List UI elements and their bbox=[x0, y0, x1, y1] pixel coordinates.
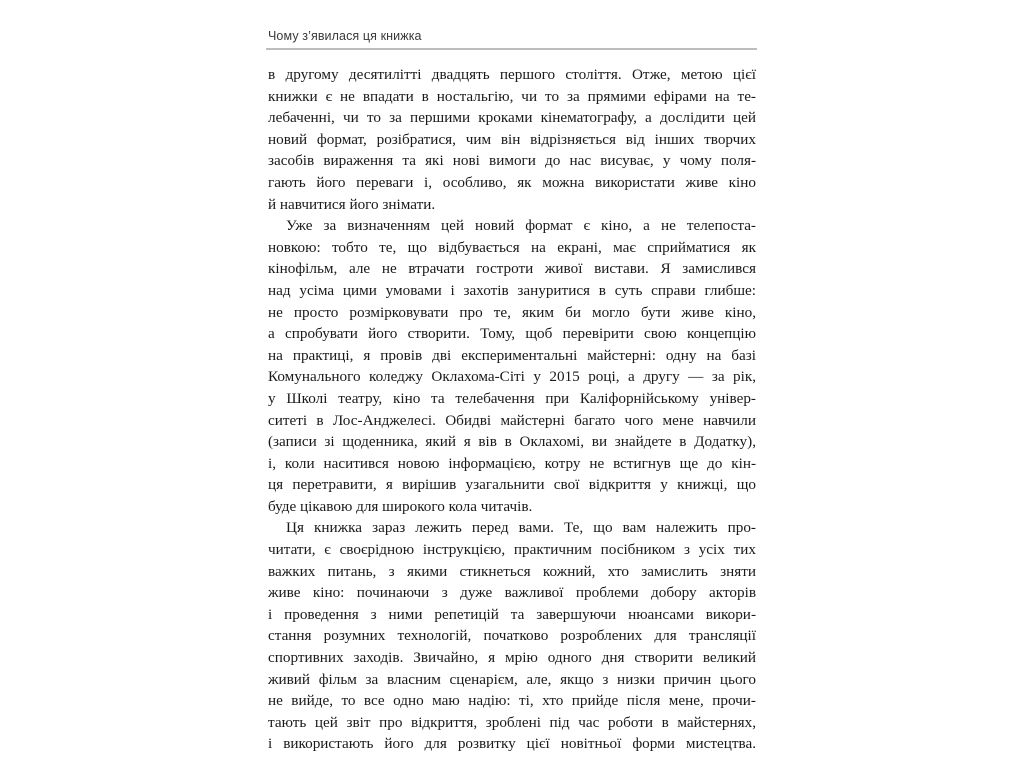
paragraph bbox=[268, 64, 756, 215]
text-line: ситеті в Лос-Анджелесі. Обидві майстерні багато чого мене навчили bbox=[268, 411, 756, 429]
text-line: (записи зі щоденника, який я вів в Оклахомі, ви знайдете в Додатку), bbox=[268, 433, 756, 451]
text-line: й навчитися його знімати. bbox=[268, 195, 436, 213]
text-line: засобів вираження та які нові вимоги до нас висуває, у чому поля- bbox=[268, 152, 756, 170]
text-line: Комунального коледжу Оклахома-Сіті у 2015 році, а другу — за рік, bbox=[268, 368, 756, 386]
text-line: не просто розмірковувати про те, яким би могло бути живе кіно, bbox=[268, 303, 756, 321]
text-line: живий фільм за власним сценарієм, але, якщо з низки причин цього bbox=[268, 670, 756, 688]
text-line: і проведення з ними репетицій та завершуючи нюансами викори- bbox=[268, 605, 756, 623]
text-line: лебаченні, чи то за першими кроками кінематографу, а дослідити цей bbox=[268, 109, 756, 127]
text-line: спортивних заходів. Звичайно, я мрію одного дня створити великий bbox=[268, 649, 756, 667]
text-line: Ця книжка зараз лежить перед вами. Те, що вам належить про- bbox=[286, 519, 756, 537]
text-line: не вийде, то все одно маю надію: ті, хто прийде після мене, прочи- bbox=[268, 692, 756, 710]
text-line: на практиці, я провів дві експериментальні майстерні: одну на базі bbox=[268, 346, 756, 364]
text-line: і використають його для розвитку цієї новітньої форми мистецтва. bbox=[268, 735, 756, 753]
text-line: а спробувати його створити. Тому, щоб перевірити свою концепцію bbox=[268, 325, 756, 343]
text-line: читати, є своєрідною інструкцією, практичним посібником з усіх тих bbox=[268, 541, 756, 559]
text-line: новкою: тобто те, що відбувається на екрані, має сприйматися як bbox=[268, 238, 756, 256]
body-text bbox=[268, 64, 756, 755]
text-line: стання розумних технологій, початково розроблених для трансляції bbox=[268, 627, 756, 645]
header-rule bbox=[266, 48, 757, 50]
text-line: новий формат, розібратися, чим він відрізняється від інших творчих bbox=[268, 130, 756, 148]
text-line: ця перетравити, я вирішив узагальнити свої відкриття у книжці, що bbox=[268, 476, 756, 494]
paragraph bbox=[268, 215, 756, 517]
text-line: тають цей звіт про відкриття, зроблені під час роботи в майстернях, bbox=[268, 713, 756, 731]
paragraph bbox=[268, 517, 756, 755]
running-head: Чому з’явилася ця книжка bbox=[268, 29, 422, 43]
text-line: книжки є не впадати в ностальгію, чи то за прямими ефірами на те- bbox=[268, 87, 756, 105]
text-line: гають його переваги і, особливо, як можна використати живе кіно bbox=[268, 173, 756, 191]
text-line: важких питань, з якими стикнеться кожний, хто замислить зняти bbox=[268, 562, 756, 580]
text-line: Уже за визначенням цей новий формат є кіно, а не телепоста- bbox=[286, 217, 756, 235]
text-line: буде цікавою для широкого кола читачів. bbox=[268, 497, 533, 515]
text-line: кінофільм, але не втрачати гостроти живої вистави. Я замислився bbox=[268, 260, 756, 278]
text-line: живе кіно: починаючи з дуже важливої проблеми добору акторів bbox=[268, 584, 756, 602]
text-line: і, коли наситився новою інформацією, котру не встигнув ще до кін- bbox=[268, 454, 756, 472]
text-line: у Школі театру, кіно та телебачення при Каліфорнійському універ- bbox=[268, 389, 756, 407]
text-line: в другому десятилітті двадцять першого століття. Отже, метою цієї bbox=[268, 66, 756, 83]
text-line: над усіма цими умовами і захотів зануритися в суть справи глибше: bbox=[268, 281, 756, 299]
